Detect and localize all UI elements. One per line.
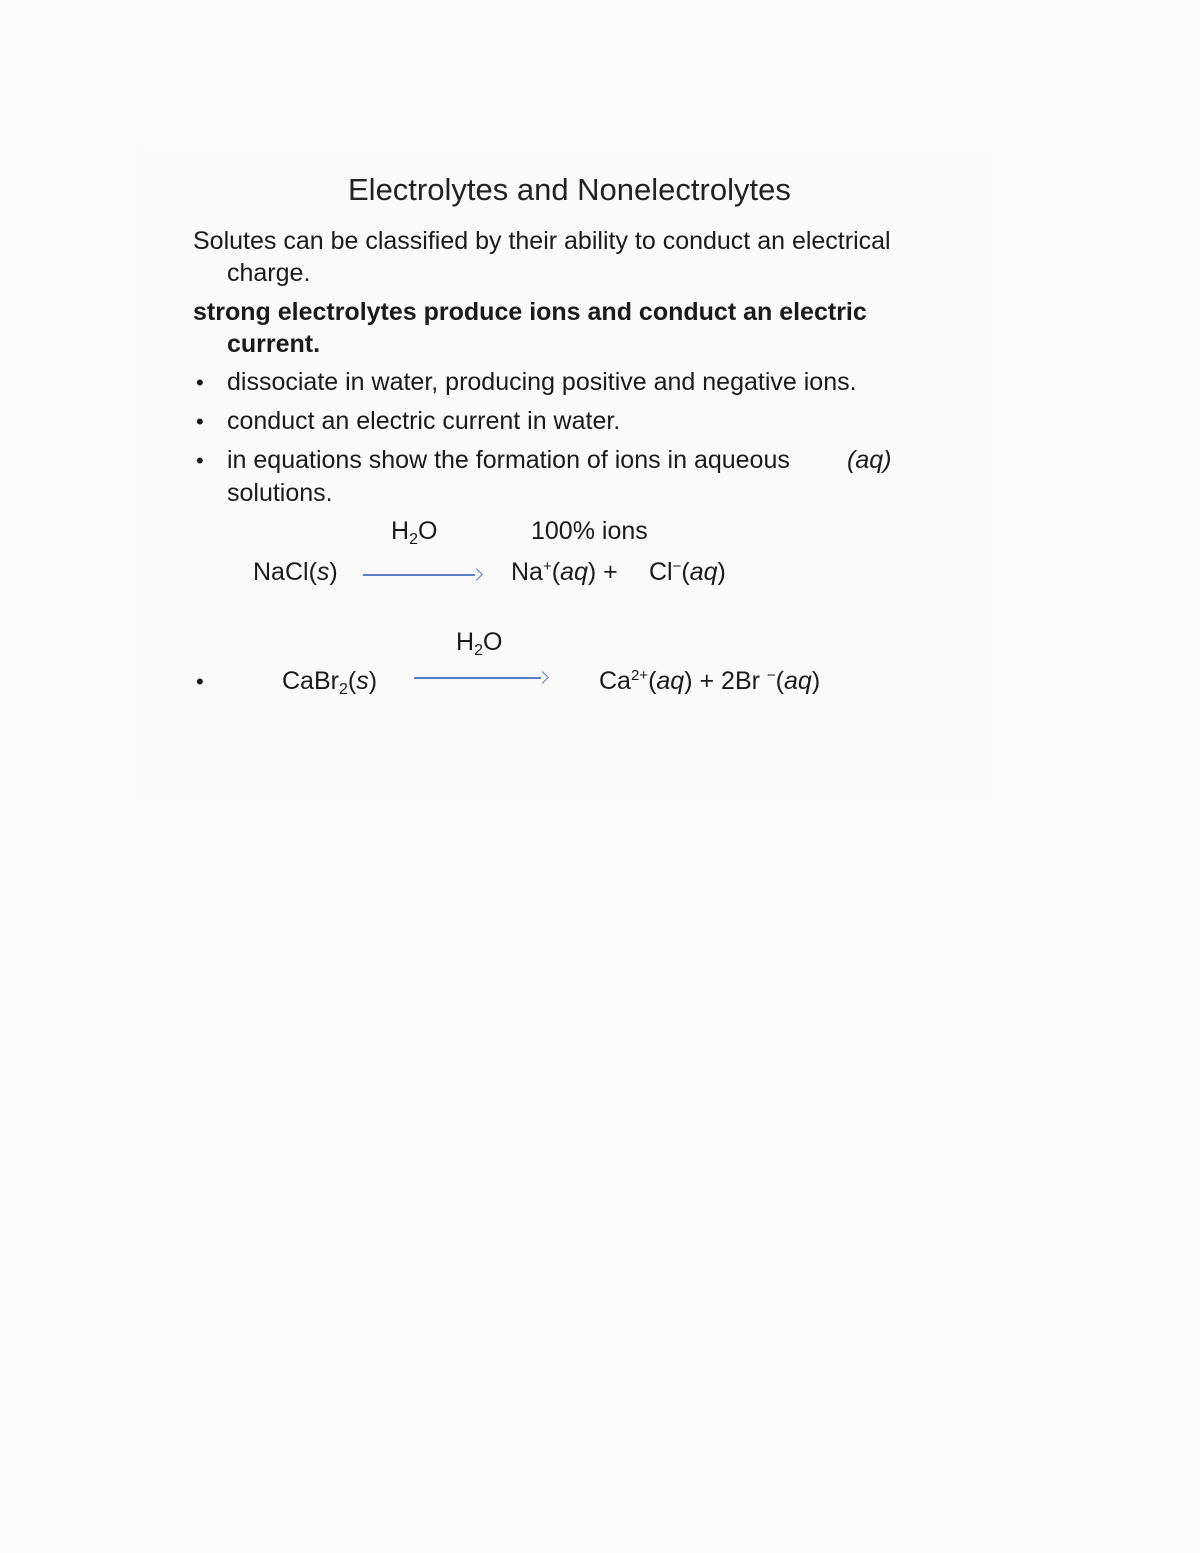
- eq1-arrow: [363, 569, 481, 581]
- eq2-solvent: $H_2O$: [456, 628, 503, 659]
- bullet-marker: •: [196, 669, 204, 694]
- intro-line-1: Solutes can be classified by their ability to conduct an electrical: [193, 227, 891, 255]
- bullet-item-3-overlap: (aq): [847, 446, 892, 474]
- bullet-item-2: conduct an electric current in water.: [227, 407, 621, 435]
- eq1-product-2: Cl−(aq): [649, 558, 726, 586]
- eq1-note: 100% ions: [531, 517, 648, 545]
- bullet-item-1: dissociate in water, producing positive and negative ions.: [227, 368, 857, 396]
- bullet-marker: •: [196, 448, 204, 473]
- eq2-reactant: CaBr$_2$(s): [282, 667, 378, 698]
- bullet-item-3-line-1: in equations show the formation of ions in aqueous: [227, 446, 790, 474]
- bullet-marker: •: [196, 409, 204, 434]
- eq2-arrow: [414, 672, 547, 684]
- strong-heading-line-1: strong electrolytes produce ions and conduct an electric: [193, 298, 867, 326]
- eq1-product-1: Na+(aq) +: [511, 558, 618, 586]
- bullet-marker: •: [196, 370, 204, 395]
- intro-line-2: charge.: [227, 259, 311, 287]
- slide-title: Electrolytes and Nonelectrolytes: [348, 172, 791, 207]
- eq2-products: $Ca^{2+}(aq) + 2Br$ −(aq): [599, 667, 821, 695]
- bullet-item-3-line-2: solutions.: [227, 479, 333, 507]
- eq1-reactant: NaCl(s): [253, 558, 338, 586]
- eq1-solvent: $H_2O$: [391, 517, 438, 548]
- strong-heading-line-2: current.: [227, 330, 321, 358]
